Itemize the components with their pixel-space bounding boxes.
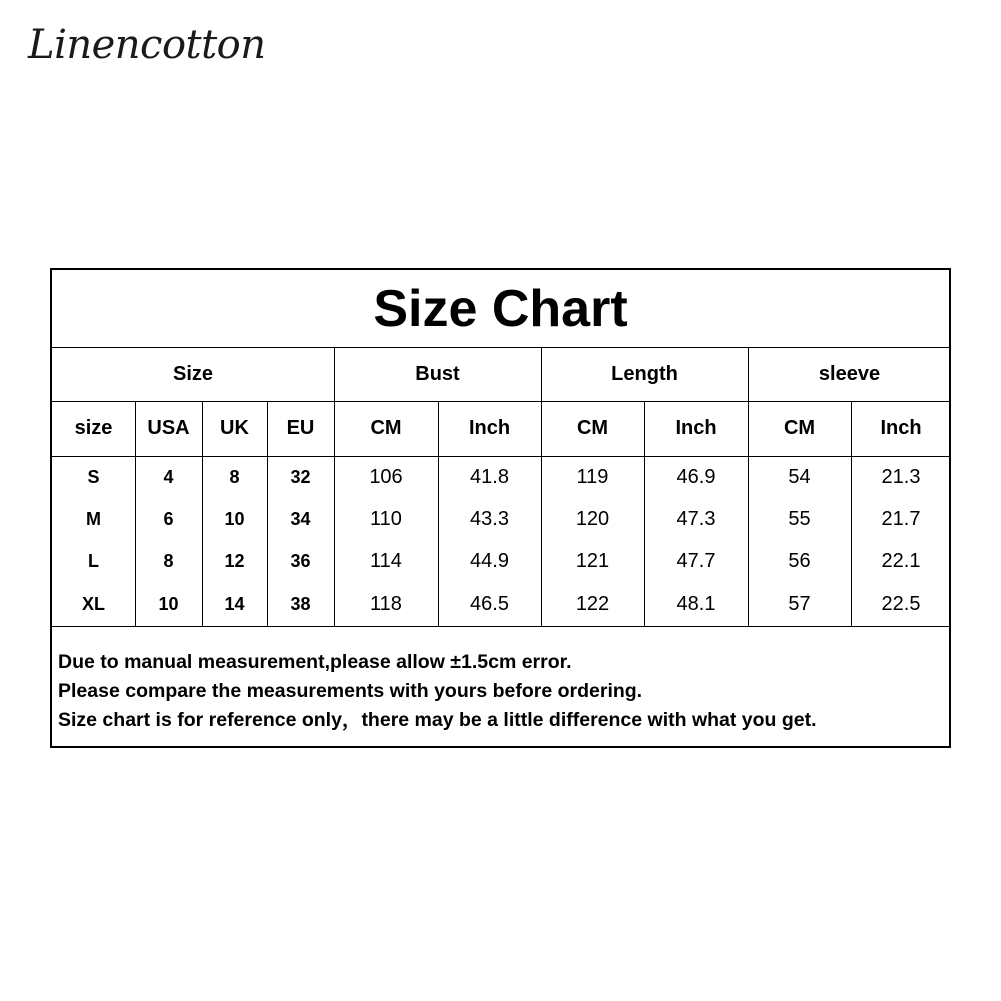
column-header: Inch (880, 417, 922, 439)
table-cell: 22.5 (881, 592, 921, 615)
table-cell: 46.5 (470, 592, 509, 615)
notes (58, 648, 938, 735)
column-header: size (74, 417, 113, 439)
table-cell: 120 (575, 507, 610, 530)
table-cell: S (87, 466, 100, 487)
table-cell: 47.7 (676, 549, 716, 572)
row-divider (52, 401, 949, 402)
table-cell: 8 (229, 466, 240, 487)
chart-title: Size Chart (52, 270, 949, 348)
note-line: Due to manual measurement,please allow ±1.5cm error. (58, 651, 572, 673)
table-cell: 119 (576, 465, 609, 488)
table-cell: 121 (575, 549, 610, 572)
table-cell: 34 (290, 508, 311, 529)
group-header-length: Length (611, 363, 678, 385)
table-cell: 22.1 (881, 549, 921, 572)
table-cell: 55 (788, 507, 811, 530)
table-cell: 118 (370, 592, 402, 615)
table-cell: 114 (370, 549, 402, 572)
table-cell: 43.3 (470, 507, 509, 530)
table-cell: 36 (290, 550, 311, 571)
table-cell: 46.9 (676, 465, 716, 488)
table-cell: 106 (369, 465, 403, 488)
group-header-sleeve: sleeve (818, 363, 881, 385)
table-cell: 8 (163, 550, 174, 571)
column-header: CM (370, 417, 402, 439)
column-divider (334, 348, 335, 626)
table-cell: 41.8 (470, 465, 509, 488)
table-cell: 54 (788, 465, 811, 488)
table-cell: 10 (224, 508, 245, 529)
table-cell: 47.3 (676, 507, 716, 530)
column-divider (438, 401, 439, 626)
column-header: CM (783, 417, 816, 439)
table-cell: 44.9 (470, 549, 509, 572)
table-cell: 32 (290, 466, 311, 487)
column-header: Inch (675, 417, 717, 439)
column-divider (644, 401, 645, 626)
table-cell: 12 (224, 550, 245, 571)
table-cell: 38 (290, 593, 311, 614)
column-header: Inch (468, 417, 511, 439)
row-divider (52, 626, 949, 627)
table-cell: 48.1 (676, 592, 716, 615)
table-cell: 57 (788, 592, 811, 615)
column-header: UK (220, 417, 249, 439)
column-header: USA (147, 417, 190, 439)
column-divider (202, 401, 203, 626)
table-cell: XL (81, 593, 105, 614)
column-divider (267, 401, 268, 626)
table-cell: 110 (370, 507, 402, 530)
table-cell: L (88, 550, 99, 571)
table-cell: M (86, 508, 101, 529)
column-divider (748, 348, 749, 626)
brand-logo: Linencotton (28, 22, 266, 68)
column-header: EU (286, 417, 315, 439)
table-cell: 14 (224, 593, 245, 614)
column-header: CM (576, 417, 609, 439)
row-divider (52, 456, 949, 457)
table-cell: 4 (163, 466, 174, 487)
table-cell: 10 (158, 593, 179, 614)
table-cell: 122 (575, 592, 610, 615)
column-divider (851, 401, 852, 626)
size-chart (50, 268, 951, 748)
table-cell: 21.7 (881, 507, 921, 530)
note-line: Please compare the measurements with yours before ordering. (58, 680, 643, 702)
note-line: Size chart is for reference only，there may be a little difference with what you get. (58, 709, 817, 731)
column-divider (541, 348, 542, 626)
table-cell: 21.3 (881, 465, 921, 488)
table-cell: 56 (788, 549, 811, 572)
column-divider (135, 401, 136, 626)
table-cell: 6 (163, 508, 174, 529)
group-header-bust: Bust (415, 363, 460, 385)
group-header-size: Size (172, 363, 214, 385)
